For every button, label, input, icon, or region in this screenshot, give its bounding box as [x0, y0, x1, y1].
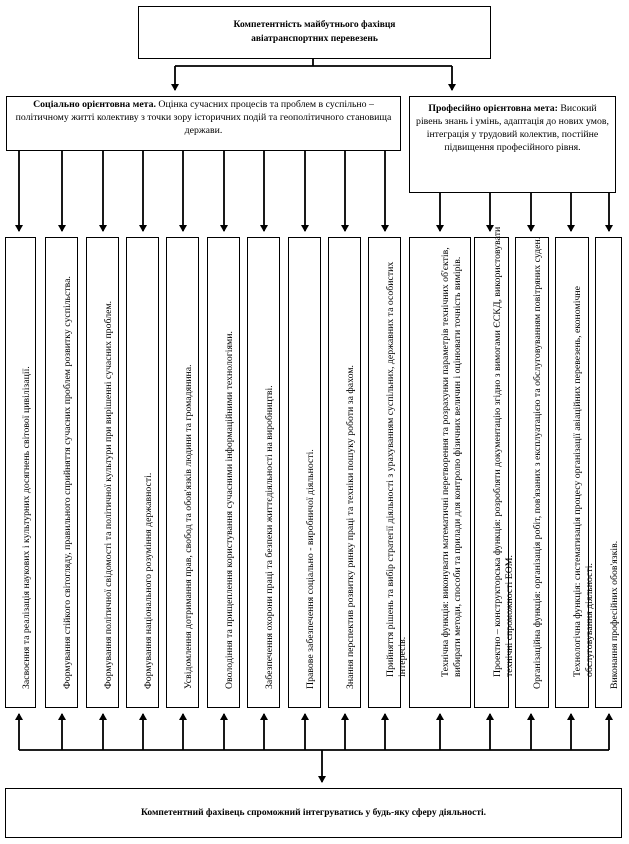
- column-box-6: [207, 237, 240, 708]
- column-box-11: [409, 237, 471, 708]
- top-title-line2: авіатранспортних перевезень: [251, 33, 378, 44]
- column-box-1: [5, 237, 36, 708]
- social-goal-box: [6, 96, 401, 151]
- column-box-14: [555, 237, 596, 708]
- top-title-line1: Компетентність майбутнього фахівця: [233, 19, 396, 30]
- column-text-9: Знання перспектив розвитку ринку праці та техніки пошуку роботи за фахом.: [344, 364, 356, 689]
- column-text-5: Усвідомлення дотримання прав, свобод та обов'язків людини та громадянина.: [182, 364, 194, 689]
- top-competence-box: [138, 6, 491, 59]
- column-text-14: Технологічна функція: систематизація процесу організації авіаційних перевезень, економічне обслуговування діяльності.: [572, 285, 596, 677]
- column-text-13: Організаційна функція: організація робіт, пов'язаних з експлуатацією та обслуговуванням повітряних суден.: [532, 236, 543, 689]
- social-goal-title: Соціально орієнтовна мета.: [33, 99, 156, 110]
- column-text-1: Засвоєння та реалізація наукових і культурних досягнень світової цивілізації.: [20, 365, 32, 689]
- column-box-3: [86, 237, 119, 708]
- professional-goal-text: Високий рівень знань і умінь, адаптація до нових умов, інтеграція у трудовий колектив, постійне підвищення професійного рівня.: [416, 103, 609, 153]
- column-text-15: Виконання професійних обов'язків.: [608, 540, 620, 689]
- column-text-8: Правове забезпечення соціально - виробничої діяльності.: [304, 448, 316, 689]
- column-box-5: [166, 237, 199, 708]
- column-box-13: [515, 237, 549, 708]
- column-text-3: Формування політичної свідомості та політичної культури при вирішенні сучасних проблем.: [102, 300, 114, 689]
- column-box-15: [595, 237, 622, 708]
- bottom-conclusion-text: Компетентний фахівець спроможний інтегруватись у будь-яку сферу діяльності.: [140, 808, 487, 818]
- column-box-2: [45, 237, 78, 708]
- column-box-10: [368, 237, 408, 708]
- column-text-7: Забезпечення охорони праці та безпеки життєдіяльності на виробництві.: [263, 385, 275, 689]
- column-text-4: Формування національного розуміння державності.: [142, 472, 154, 689]
- column-box-9: [328, 237, 361, 708]
- column-box-12: [474, 226, 515, 708]
- social-goal-text: Оцінка сучасних процесів та проблем в суспільно – політичному житті колективу з точки зору історичних подій та геополітичного становища держави.: [15, 99, 392, 136]
- bottom-conclusion-box: [5, 788, 622, 838]
- professional-goal-box: [409, 96, 616, 193]
- column-box-8: [288, 237, 321, 708]
- column-text-6: Оволодіння та прищеплення користування сучасними інформаційними технологіями.: [223, 330, 235, 689]
- column-text-10: Прийняття рішень та вибір стратегії діяльності з урахуванням суспільних, державних та особистих інтересів.: [384, 261, 408, 677]
- column-box-7: [247, 237, 280, 708]
- column-box-4: [126, 237, 159, 708]
- professional-goal-title: Професійно орієнтовна мета:: [428, 103, 558, 114]
- column-text-2: Формування стійкого світогляду, правильного сприйняття сучасних проблем розвитку суспільства.: [61, 275, 73, 689]
- column-text-11: Технічна функція: виконувати математичні перетворення та розрахунки параметрів технічних об'єктів, вибирати методи, способи та прилади для контролю фізичних величин і оцінювати точність вимірів.: [440, 246, 464, 677]
- column-text-12: Проектно – конструкторська функція: розробляти документацію згідно з вимогами ЄСКД, використовувати технічні спроможності ЕОМ.: [491, 226, 515, 677]
